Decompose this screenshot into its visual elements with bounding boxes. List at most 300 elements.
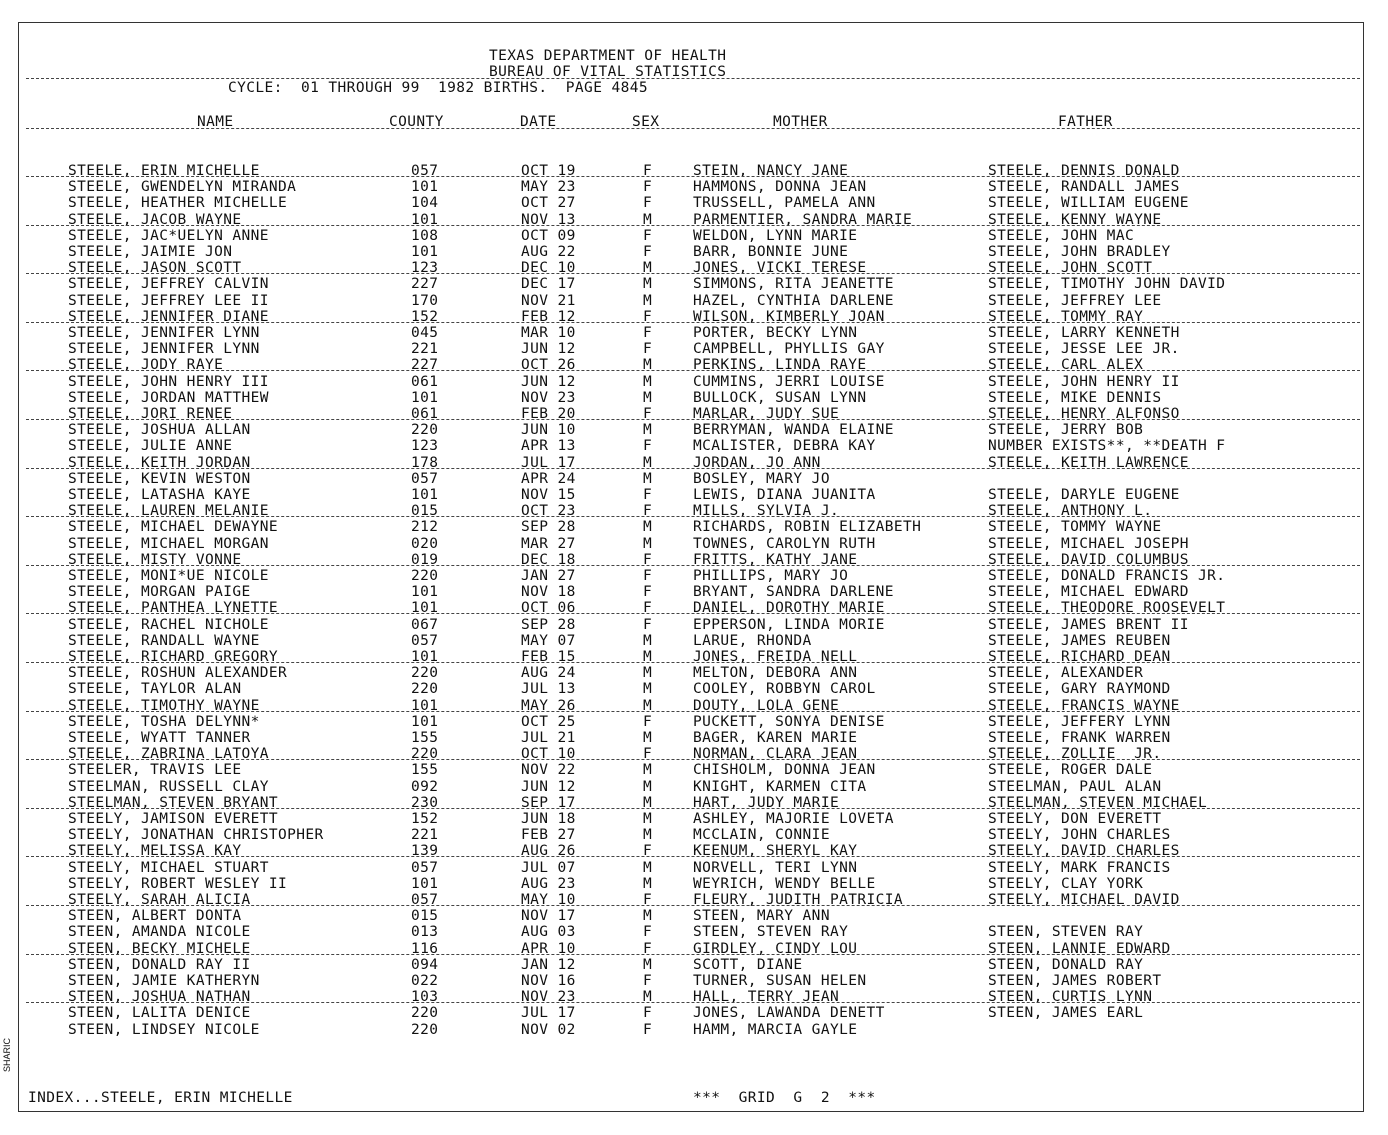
row-separator xyxy=(26,322,1360,323)
record-date: AUG 24 xyxy=(521,665,576,682)
record-date: MAY 10 xyxy=(521,892,576,908)
record-sex: F xyxy=(643,616,653,633)
footer-grid: *** GRID G 2 *** xyxy=(693,1090,876,1106)
table-row xyxy=(0,665,1388,681)
record-mother: PUCKETT, SONYA DENISE xyxy=(693,713,885,730)
table-row xyxy=(0,633,1388,649)
record-mother: TRUSSELL, PAMELA ANN xyxy=(693,195,876,212)
table-row xyxy=(0,244,1388,260)
record-date: JUN 10 xyxy=(521,422,576,439)
row-separator xyxy=(26,856,1360,857)
record-father: NUMBER EXISTS**, **DEATH F xyxy=(988,438,1226,455)
record-county: 178 xyxy=(411,454,439,471)
row-separator xyxy=(26,759,1360,760)
table-row xyxy=(0,293,1388,309)
record-sex: F xyxy=(643,924,653,941)
record-date: MAY 23 xyxy=(521,179,576,196)
record-father: STEELE, FRANCIS WAYNE xyxy=(988,697,1180,714)
record-mother: JONES, FREIDA NELL xyxy=(693,649,858,665)
record-county: 101 xyxy=(411,244,439,260)
record-father: STEELE, LARRY KENNETH xyxy=(988,325,1180,341)
record-county: 013 xyxy=(411,924,439,941)
record-father: STEELE, MIKE DENNIS xyxy=(988,389,1162,406)
record-sex: M xyxy=(643,211,653,228)
record-name: STEELE, TOSHA DELYNN* xyxy=(68,713,260,730)
record-county: 220 xyxy=(411,681,439,698)
record-county: 220 xyxy=(411,422,439,439)
record-county: 101 xyxy=(411,875,439,892)
record-father: STEEN, STEVEN RAY xyxy=(988,924,1144,941)
record-father: STEELE, KEITH LAWRENCE xyxy=(988,454,1189,471)
record-county: 061 xyxy=(411,406,439,422)
record-name: STEELE, LATASHA KAYE xyxy=(68,487,251,503)
record-county: 155 xyxy=(411,730,439,746)
record-sex: M xyxy=(643,875,653,892)
record-county: 057 xyxy=(411,163,439,179)
record-sex: M xyxy=(643,292,653,309)
record-sex: F xyxy=(643,1021,653,1038)
record-father: STEELE, WILLIAM EUGENE xyxy=(988,195,1189,212)
row-separator xyxy=(26,370,1360,371)
record-sex: F xyxy=(643,179,653,196)
record-sex: M xyxy=(643,908,653,925)
table-row xyxy=(0,438,1388,454)
record-county: 015 xyxy=(411,908,439,925)
record-county: 045 xyxy=(411,325,439,341)
record-mother: PERKINS, LINDA RAYE xyxy=(693,357,867,374)
record-name: STEELE, JORDAN MATTHEW xyxy=(68,389,269,406)
report-title-line2: BUREAU OF VITAL STATISTICS xyxy=(489,64,727,80)
record-father: STEELE, JEFFREY LEE xyxy=(988,292,1162,309)
record-mother: KEENUM, SHERYL KAY xyxy=(693,843,858,860)
record-name: STEELY, JAMISON EVERETT xyxy=(68,811,278,827)
record-county: 221 xyxy=(411,827,439,844)
record-name: STEELE, MICHAEL DEWAYNE xyxy=(68,519,278,536)
record-county: 230 xyxy=(411,794,439,811)
record-mother: NORVELL, TERI LYNN xyxy=(693,859,858,876)
record-mother: HAZEL, CYNTHIA DARLENE xyxy=(693,292,894,309)
record-name: STEELE, WYATT TANNER xyxy=(68,730,251,746)
record-date: FEB 20 xyxy=(521,406,576,422)
record-name: STEELE, JENNIFER LYNN xyxy=(68,341,260,358)
record-sex: F xyxy=(643,244,653,260)
table-row xyxy=(0,568,1388,584)
record-father: STEELE, JOHN HENRY II xyxy=(988,373,1180,390)
record-name: STEELE, JENNIFER LYNN xyxy=(68,325,260,341)
table-row xyxy=(0,811,1388,827)
record-county: 101 xyxy=(411,211,439,228)
record-sex: F xyxy=(643,568,653,584)
record-sex: F xyxy=(643,341,653,358)
table-row xyxy=(0,876,1388,892)
record-mother: FRITTS, KATHY JANE xyxy=(693,551,858,568)
record-mother: GIRDLEY, CINDY LOU xyxy=(693,940,858,957)
record-date: OCT 25 xyxy=(521,713,576,730)
record-mother: TOWNES, CAROLYN RUTH xyxy=(693,535,876,552)
record-father: STEELY, MARK FRANCIS xyxy=(988,859,1171,876)
record-county: 022 xyxy=(411,973,439,989)
record-father: STEELE, MICHAEL JOSEPH xyxy=(988,535,1189,552)
record-name: STEELE, TAYLOR ALAN xyxy=(68,681,242,698)
table-row xyxy=(0,779,1388,795)
row-separator xyxy=(26,273,1360,274)
record-county: 101 xyxy=(411,713,439,730)
record-county: 101 xyxy=(411,649,439,665)
record-date: DEC 10 xyxy=(521,260,576,277)
record-date: JAN 27 xyxy=(521,568,576,584)
record-name: STEELE, JOHN HENRY III xyxy=(68,373,269,390)
row-separator xyxy=(26,954,1360,955)
record-date: FEB 12 xyxy=(521,308,576,325)
record-sex: M xyxy=(643,389,653,406)
record-date: APR 13 xyxy=(521,438,576,455)
record-father: STEELE, THEODORE ROOSEVELT xyxy=(988,600,1226,617)
record-father: STEELE, FRANK WARREN xyxy=(988,730,1171,746)
record-father: STEELY, DON EVERETT xyxy=(988,811,1162,827)
record-county: 220 xyxy=(411,665,439,682)
row-separator xyxy=(26,176,1360,177)
record-sex: M xyxy=(643,989,653,1006)
record-name: STEELE, RICHARD GREGORY xyxy=(68,649,278,665)
record-mother: BRYANT, SANDRA DARLENE xyxy=(693,584,894,601)
record-date: AUG 26 xyxy=(521,843,576,860)
side-label: SHARIC xyxy=(2,1037,12,1072)
record-name: STEELE, GWENDELYN MIRANDA xyxy=(68,179,297,196)
record-date: OCT 10 xyxy=(521,746,576,763)
record-sex: F xyxy=(643,325,653,341)
record-father: STEELE, JOHN MAC xyxy=(988,227,1135,244)
row-separator xyxy=(26,711,1360,712)
record-mother: MCALISTER, DEBRA KAY xyxy=(693,438,876,455)
record-name: STEELE, PANTHEA LYNETTE xyxy=(68,600,278,617)
record-mother: BULLOCK, SUSAN LYNN xyxy=(693,389,867,406)
record-father: STEEN, JAMES EARL xyxy=(988,1005,1144,1022)
record-father: STEELE, JAMES BRENT II xyxy=(988,616,1189,633)
record-date: FEB 15 xyxy=(521,649,576,665)
record-sex: M xyxy=(643,665,653,682)
record-name: STEEN, LINDSEY NICOLE xyxy=(68,1021,260,1038)
record-sex: F xyxy=(643,487,653,503)
record-county: 092 xyxy=(411,778,439,795)
record-sex: F xyxy=(643,600,653,617)
record-mother: WEYRICH, WENDY BELLE xyxy=(693,875,876,892)
record-mother: MILLS, SYLVIA J. xyxy=(693,503,840,520)
record-date: DEC 18 xyxy=(521,551,576,568)
record-sex: M xyxy=(643,535,653,552)
record-mother: PORTER, BECKY LYNN xyxy=(693,325,858,341)
record-father: STEELY, MICHAEL DAVID xyxy=(988,892,1180,908)
record-father: STEELE, RANDALL JAMES xyxy=(988,179,1180,196)
record-name: STEELE, KEITH JORDAN xyxy=(68,454,251,471)
record-father: STEELE, TIMOTHY JOHN DAVID xyxy=(988,276,1226,293)
record-name: STEELY, MICHAEL STUART xyxy=(68,859,269,876)
record-father: STEELE, DAVID COLUMBUS xyxy=(988,551,1189,568)
record-father: STEELE, MICHAEL EDWARD xyxy=(988,584,1189,601)
record-name: STEELE, TIMOTHY WAYNE xyxy=(68,697,260,714)
record-name: STEELE, MICHAEL MORGAN xyxy=(68,535,269,552)
table-row xyxy=(0,681,1388,697)
record-father: STEELMAN, STEVEN MICHAEL xyxy=(988,794,1208,811)
table-row xyxy=(0,390,1388,406)
record-date: NOV 15 xyxy=(521,487,576,503)
record-mother: MARLAR, JUDY SUE xyxy=(693,406,840,422)
record-county: 227 xyxy=(411,276,439,293)
record-sex: M xyxy=(643,260,653,277)
table-row xyxy=(0,341,1388,357)
table-row xyxy=(0,973,1388,989)
record-date: SEP 17 xyxy=(521,794,576,811)
record-name: STEELMAN, RUSSELL CLAY xyxy=(68,778,269,795)
record-mother: FLEURY, JUDITH PATRICIA xyxy=(693,892,903,908)
record-date: SEP 28 xyxy=(521,616,576,633)
record-mother: BOSLEY, MARY JO xyxy=(693,470,830,487)
record-sex: F xyxy=(643,406,653,422)
record-date: NOV 13 xyxy=(521,211,576,228)
record-date: OCT 06 xyxy=(521,600,576,617)
record-name: STEELE, ROSHUN ALEXANDER xyxy=(68,665,288,682)
record-sex: M xyxy=(643,811,653,827)
record-sex: M xyxy=(643,649,653,665)
record-mother: BAGER, KAREN MARIE xyxy=(693,730,858,746)
record-father: STEELE, JOHN BRADLEY xyxy=(988,244,1171,260)
record-father: STEELE, ALEXANDER xyxy=(988,665,1144,682)
record-mother: HALL, TERRY JEAN xyxy=(693,989,840,1006)
record-name: STEELE, JACOB WAYNE xyxy=(68,211,242,228)
record-date: NOV 17 xyxy=(521,908,576,925)
record-name: STEELE, JAC*UELYN ANNE xyxy=(68,227,269,244)
record-date: NOV 18 xyxy=(521,584,576,601)
record-date: JUN 12 xyxy=(521,778,576,795)
record-mother: PARMENTIER, SANDRA MARIE xyxy=(693,211,913,228)
table-row xyxy=(0,228,1388,244)
row-separator xyxy=(26,468,1360,469)
record-county: 123 xyxy=(411,438,439,455)
record-sex: M xyxy=(643,730,653,746)
record-mother: HAMM, MARCIA GAYLE xyxy=(693,1021,858,1038)
record-name: STEELE, RACHEL NICHOLE xyxy=(68,616,269,633)
table-row xyxy=(0,325,1388,341)
record-father: STEELE, CARL ALEX xyxy=(988,357,1144,374)
record-sex: M xyxy=(643,859,653,876)
header-rule-1 xyxy=(26,78,1360,79)
record-father: STEEN, JAMES ROBERT xyxy=(988,973,1162,989)
record-sex: M xyxy=(643,470,653,487)
table-row xyxy=(0,195,1388,211)
record-county: 123 xyxy=(411,260,439,277)
record-mother: CHISHOLM, DONNA JEAN xyxy=(693,762,876,779)
record-father: STEELE, JESSE LEE JR. xyxy=(988,341,1180,358)
record-date: JAN 12 xyxy=(521,956,576,973)
record-sex: M xyxy=(643,276,653,293)
record-name: STEELY, ROBERT WESLEY II xyxy=(68,875,288,892)
record-mother: JONES, VICKI TERESE xyxy=(693,260,867,277)
record-mother: BERRYMAN, WANDA ELAINE xyxy=(693,422,894,439)
record-county: 220 xyxy=(411,568,439,584)
record-date: DEC 17 xyxy=(521,276,576,293)
record-name: STEELMAN, STEVEN BRYANT xyxy=(68,794,278,811)
record-mother: SIMMONS, RITA JEANETTE xyxy=(693,276,894,293)
record-father: STEELE, ZOLLIE JR. xyxy=(988,746,1162,763)
record-name: STEELY, MELISSA KAY xyxy=(68,843,242,860)
record-county: 220 xyxy=(411,1005,439,1022)
table-row xyxy=(0,1022,1388,1038)
record-sex: F xyxy=(643,551,653,568)
table-row xyxy=(0,730,1388,746)
record-name: STEELY, SARAH ALICIA xyxy=(68,892,251,908)
record-father: STEELE, TOMMY WAYNE xyxy=(988,519,1162,536)
record-date: MAY 07 xyxy=(521,632,576,649)
record-date: AUG 03 xyxy=(521,924,576,941)
record-sex: M xyxy=(643,519,653,536)
record-date: OCT 09 xyxy=(521,227,576,244)
record-name: STEEN, DONALD RAY II xyxy=(68,956,251,973)
record-sex: F xyxy=(643,713,653,730)
row-separator xyxy=(26,225,1360,226)
record-mother: RICHARDS, ROBIN ELIZABETH xyxy=(693,519,922,536)
record-sex: M xyxy=(643,681,653,698)
table-row xyxy=(0,908,1388,924)
table-row xyxy=(0,762,1388,778)
record-sex: F xyxy=(643,227,653,244)
record-sex: F xyxy=(643,940,653,957)
record-name: STEELE, JODY RAYE xyxy=(68,357,224,374)
row-separator xyxy=(26,1002,1360,1003)
record-father: STEELE, HENRY ALFONSO xyxy=(988,406,1180,422)
column-header-name: NAME xyxy=(197,114,234,130)
record-county: 152 xyxy=(411,811,439,827)
record-mother: JONES, LAWANDA DENETT xyxy=(693,1005,885,1022)
record-mother: KNIGHT, KARMEN CITA xyxy=(693,778,867,795)
record-date: OCT 26 xyxy=(521,357,576,374)
table-row xyxy=(0,519,1388,535)
record-sex: M xyxy=(643,422,653,439)
record-mother: PHILLIPS, MARY JO xyxy=(693,568,849,584)
record-name: STEELE, JULIE ANNE xyxy=(68,438,233,455)
record-county: 101 xyxy=(411,487,439,503)
record-mother: MELTON, DEBORA ANN xyxy=(693,665,858,682)
record-mother: JORDAN, JO ANN xyxy=(693,454,821,471)
record-sex: F xyxy=(643,308,653,325)
record-name: STEELE, ZABRINA LATOYA xyxy=(68,746,269,763)
record-sex: F xyxy=(643,973,653,989)
record-county: 057 xyxy=(411,470,439,487)
record-date: JUL 07 xyxy=(521,859,576,876)
record-sex: F xyxy=(643,892,653,908)
column-header-sex: SEX xyxy=(632,114,660,130)
record-father: STEELE, DARYLE EUGENE xyxy=(988,487,1180,503)
record-sex: M xyxy=(643,956,653,973)
record-father: STEELE, GARY RAYMOND xyxy=(988,681,1171,698)
record-sex: F xyxy=(643,1005,653,1022)
record-sex: M xyxy=(643,778,653,795)
record-county: 019 xyxy=(411,551,439,568)
column-header-father: FATHER xyxy=(1058,114,1113,130)
table-row xyxy=(0,827,1388,843)
record-sex: F xyxy=(643,746,653,763)
record-mother: STEIN, NANCY JANE xyxy=(693,163,849,179)
row-separator xyxy=(26,662,1360,663)
record-date: NOV 22 xyxy=(521,762,576,779)
record-county: 212 xyxy=(411,519,439,536)
record-date: JUL 13 xyxy=(521,681,576,698)
record-county: 057 xyxy=(411,632,439,649)
record-name: STEEN, BECKY MICHELE xyxy=(68,940,251,957)
record-father: STEEN, DONALD RAY xyxy=(988,956,1144,973)
record-sex: F xyxy=(643,503,653,520)
table-row xyxy=(0,924,1388,940)
record-father: STEELY, JOHN CHARLES xyxy=(988,827,1171,844)
record-name: STEELE, KEVIN WESTON xyxy=(68,470,251,487)
column-header-county: COUNTY xyxy=(389,114,444,130)
table-row xyxy=(0,487,1388,503)
record-county: 101 xyxy=(411,389,439,406)
record-mother: DANIEL, DOROTHY MARIE xyxy=(693,600,885,617)
record-mother: SCOTT, DIANE xyxy=(693,956,803,973)
record-county: 061 xyxy=(411,373,439,390)
record-father: STEELE, ANTHONY L. xyxy=(988,503,1153,520)
table-row xyxy=(0,714,1388,730)
table-row xyxy=(0,1005,1388,1021)
record-date: JUN 12 xyxy=(521,341,576,358)
record-name: STEELE, JENNIFER DIANE xyxy=(68,308,269,325)
row-separator xyxy=(26,565,1360,566)
table-row xyxy=(0,471,1388,487)
record-sex: M xyxy=(643,454,653,471)
table-row xyxy=(0,422,1388,438)
record-sex: F xyxy=(643,843,653,860)
record-county: 101 xyxy=(411,697,439,714)
record-date: MAY 26 xyxy=(521,697,576,714)
report-title-line1: TEXAS DEPARTMENT OF HEALTH xyxy=(489,48,727,64)
row-separator xyxy=(26,905,1360,906)
record-name: STEELE, JAIMIE JON xyxy=(68,244,233,260)
record-mother: COOLEY, ROBBYN CAROL xyxy=(693,681,876,698)
record-mother: WELDON, LYNN MARIE xyxy=(693,227,858,244)
record-date: APR 10 xyxy=(521,940,576,957)
record-mother: DOUTY, LOLA GENE xyxy=(693,697,840,714)
record-father: STEELE, ROGER DALE xyxy=(988,762,1153,779)
record-father: STEELY, CLAY YORK xyxy=(988,875,1144,892)
record-date: NOV 02 xyxy=(521,1021,576,1038)
record-mother: EPPERSON, LINDA MORIE xyxy=(693,616,885,633)
record-county: 155 xyxy=(411,762,439,779)
record-date: NOV 21 xyxy=(521,292,576,309)
record-name: STEELE, MORGAN PAIGE xyxy=(68,584,251,601)
record-date: MAR 10 xyxy=(521,325,576,341)
record-name: STEEN, AMANDA NICOLE xyxy=(68,924,251,941)
record-father: STEEN, CURTIS LYNN xyxy=(988,989,1153,1006)
record-father: STEELMAN, PAUL ALAN xyxy=(988,778,1162,795)
record-county: 220 xyxy=(411,746,439,763)
record-mother: STEEN, STEVEN RAY xyxy=(693,924,849,941)
record-sex: F xyxy=(643,438,653,455)
record-sex: M xyxy=(643,357,653,374)
table-row xyxy=(0,957,1388,973)
record-mother: CAMPBELL, PHYLLIS GAY xyxy=(693,341,885,358)
record-father: STEELE, RICHARD DEAN xyxy=(988,649,1171,665)
row-separator xyxy=(26,808,1360,809)
record-county: 104 xyxy=(411,195,439,212)
record-county: 116 xyxy=(411,940,439,957)
record-mother: HART, JUDY MARIE xyxy=(693,794,840,811)
record-date: JUL 17 xyxy=(521,1005,576,1022)
record-mother: LARUE, RHONDA xyxy=(693,632,812,649)
record-date: AUG 22 xyxy=(521,244,576,260)
table-row xyxy=(0,617,1388,633)
row-separator xyxy=(26,516,1360,517)
record-sex: M xyxy=(643,762,653,779)
record-date: OCT 19 xyxy=(521,163,576,179)
